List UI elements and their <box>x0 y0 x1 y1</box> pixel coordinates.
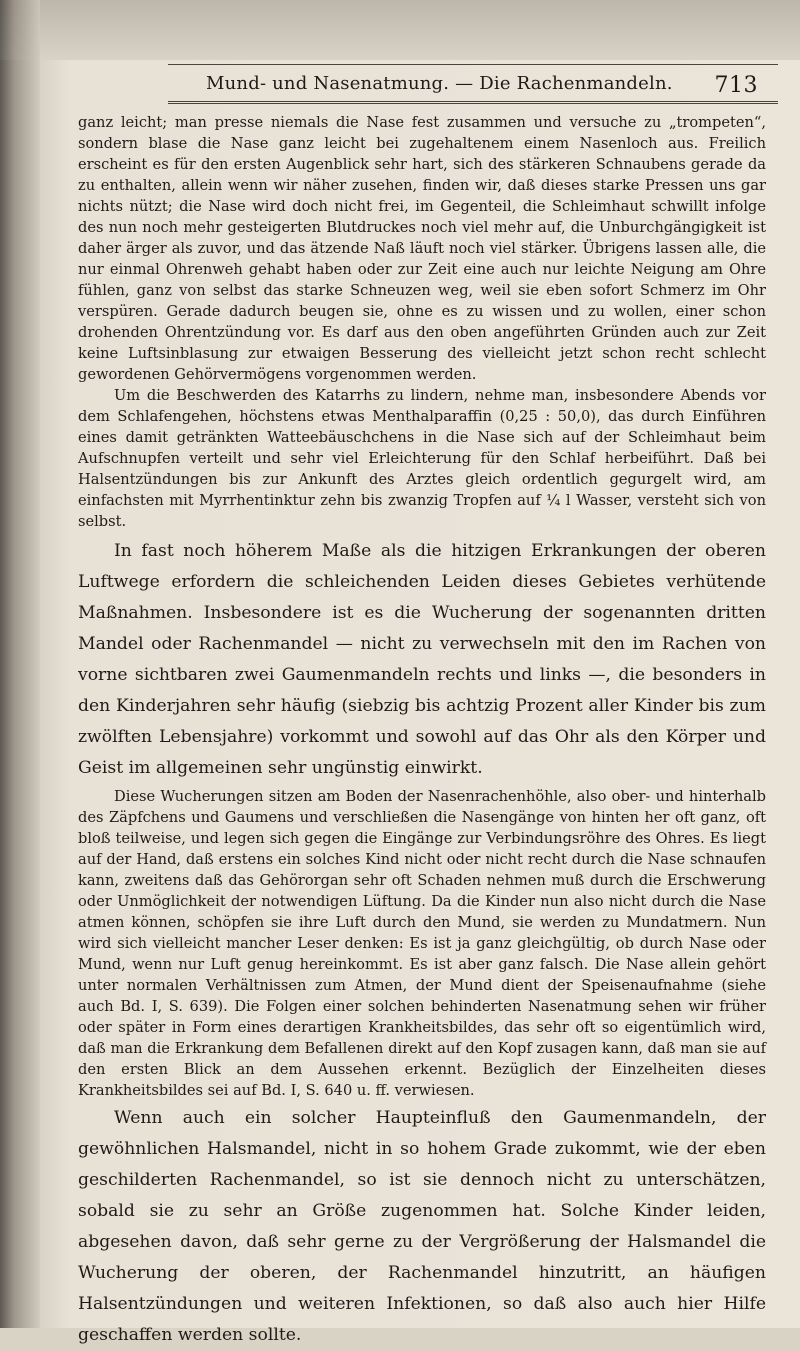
paragraph-2: Um die Beschwerden des Katarrhs zu lindern, nehme man, insbesondere Abends vor dem Schlafengehen, höchstens etwas Menthalparaffin (0,25 : 50,0), das durch Einführen eines damit getränkten Watteebäuschchens in die Nase sich auf der Schleimhaut beim Aufschnupfen verteilt und sehr viel Erleichterung für den Schlaf herbeiführt. Daß bei Halsentzündungen bis zur Ankunft des Arztes gleich ordentlich gegurgelt wird, am einfachsten mit Myrrhentinktur zehn bis zwanzig Tropfen auf ¼ l Wasser, versteht sich von selbst. <box>78 387 766 530</box>
running-title: Mund- und Nasenatmung. — Die Rachenmandeln. <box>206 73 673 94</box>
paragraph-4: Diese Wucherungen sitzen am Boden der Nasenrachenhöhle, also ober- und hinterhalb des Zäpfchens und Gaumens und verschließen die Nasengänge von hinten her oft ganz, oft bloß teilweise, und legen sich gegen die Eingänge zur Verbindungsröhre des Ohres. Es liegt auf der Hand, daß erstens ein solches Kind nicht oder nicht recht durch die Nase schnaufen kann, zweitens daß das Gehörorgan sehr oft Schaden nehmen muß durch die Erschwerung oder Unmöglichkeit der notwendigen Lüftung. Da die Kinder nun also nicht durch die Nase atmen können, schöpfen sie ihre Luft durch den Mund, sie werden zu Mundatmern. Nun wird sich vielleicht mancher Leser denken: Es ist ja ganz gleichgültig, ob durch Nase oder Mund, wenn nur Luft genug hereinkommt. Es ist aber ganz falsch. Die Nase allein gehört unter normalen Verhältnissen zum Atmen, der Mund dient der Speisenaufnahme (siehe auch Bd. I, S. 639). Die Folgen einer solchen behinderten Nasenatmung sehen wir früher oder später in Form eines derartigen Krankheitsbildes, das sehr oft so eigentümlich wird, daß man die Erkrankung dem Befallenen direkt auf den Kopf zusagen kann, daß man sie auf den ersten Blick an dem Aussehen erkennt. Bezüglich der Einzelheiten dieses Krankheitsbildes sei auf Bd. I, S. 640 u. ff. verwiesen. <box>78 788 766 1099</box>
page-number: 713 <box>714 73 758 98</box>
paragraph-5: Wenn auch ein solcher Haupteinfluß den Gaumenmandeln, der gewöhnlichen Halsmandel, nicht in so hohem Grade zukommt, wie der eben geschilderten Rachenmandel, so ist sie dennoch nicht zu unterschätzen, sobald sie zu sehr an Größe zugenommen hat. Solche Kinder leiden, abgesehen davon, daß sehr gerne zu der Vergrößerung der Halsmandel die Wucherung der oberen, der Rachenmandel hinzutritt, an häufigen Halsentzündungen und weiteren Infektionen, so daß also auch hier Hilfe geschaffen werden sollte. <box>78 1108 766 1345</box>
paragraph-1: ganz leicht; man presse niemals die Nase fest zusammen und versuche zu „trompeten“, sondern blase die Nase ganz leicht bei zugehaltenem einem Nasenloch aus. Freilich erscheint es für den ersten Augenblick sehr hart, sich des stärkeren Schnaubens gerade da zu enthalten, allein wenn wir näher zusehen, finden wir, daß dieses starke Pressen uns gar nichts nützt; die Nase wird doch nicht frei, im Gegenteil, die Schleimhaut schwillt infolge des nun noch mehr gesteigerten Blutdruckes noch viel mehr auf, die Unburchgängigkeit ist daher ärger als zuvor, und das ätzende Naß läuft noch viel stärker. Übrigens lassen alle, die nur einmal Ohrenweh gehabt haben oder zur Zeit eine auch nur leichte Neigung am Ohre fühlen, ganz von selbst das starke Schneuzen weg, weil sie eben sofort Schmerz im Ohr verspüren. Gerade dadurch beugen sie, ohne es zu wissen und zu wollen, einer schon drohenden Ohrentzündung vor. Es darf aus den oben angeführten Gründen auch zur Zeit keine Luftsinblasung zur etwaigen Besserung des vielleicht jetzt schon recht schlecht gewordenen Gehörvermögens vorgenommen werden. <box>78 114 766 383</box>
page-content <box>78 112 766 1345</box>
book-spine-shadow <box>0 0 40 1328</box>
top-shadow <box>0 0 800 60</box>
page-header <box>168 64 778 104</box>
paragraph-3: In fast noch höherem Maße als die hitzigen Erkrankungen der oberen Luftwege erfordern die schleichenden Leiden dieses Gebietes verhütende Maßnahmen. Insbesondere ist es die Wucherung der sogenannten dritten Mandel oder Rachenmandel — nicht zu verwechseln mit den im Rachen von vorne sichtbaren zwei Gaumenmandeln rechts und links —, die besonders in den Kinderjahren sehr häufig (siebzig bis achtzig Prozent aller Kinder bis zum zwölften Lebensjahre) vorkommt und sowohl auf das Ohr als den Körper und Geist im allgemeinen sehr ungünstig einwirkt. <box>78 541 766 778</box>
